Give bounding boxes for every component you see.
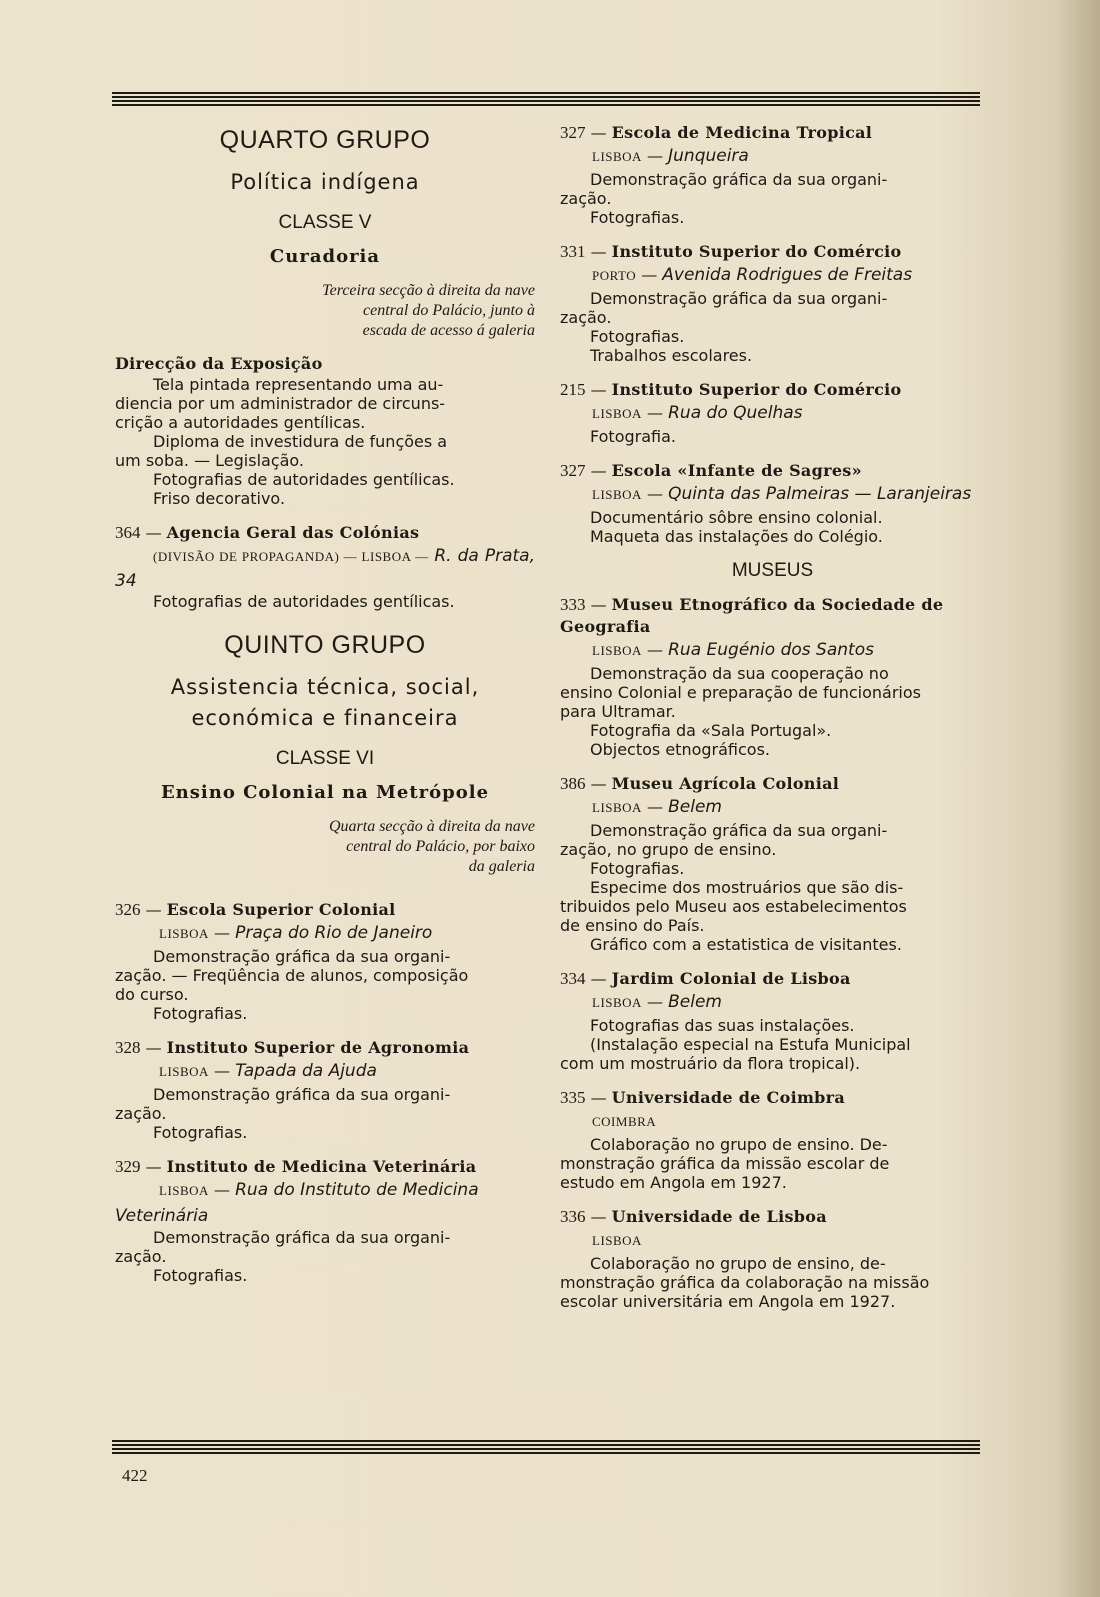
entry-386: [560, 773, 985, 954]
entry-city: LISBOA: [592, 643, 642, 658]
entry-heading: 329 — Instituto de Medicina Veterinária: [115, 1157, 477, 1176]
entry-city: COIMBRA: [592, 1114, 657, 1129]
entry-line: um soba. — Legislação.: [115, 451, 305, 470]
entry-line: Fotografias de autoridades gentílicas.: [153, 592, 455, 611]
entry-215: [560, 379, 985, 446]
entry-city: LISBOA: [159, 1064, 209, 1079]
entry-body: [560, 821, 985, 954]
entry-address: LISBOA — Rua Eugénio dos Santos: [592, 640, 874, 660]
entry-city: PORTO: [592, 268, 637, 283]
group-title-assistencia-1: Assistencia técnica, social,: [170, 675, 480, 699]
entry-328: [115, 1037, 535, 1142]
location-line: da galeria: [468, 858, 535, 875]
right-column: [560, 122, 985, 1325]
class-heading-v: CLASSE V: [278, 212, 372, 233]
entry-place: R. da Prata, 34: [115, 546, 535, 591]
entry-line: zação.: [560, 308, 612, 327]
entry-place: Avenida Rodrigues de Freitas: [662, 265, 913, 285]
entry-line: zação, no grupo de ensino.: [560, 840, 777, 859]
entry-heading: 327 — Escola de Medicina Tropical: [560, 123, 873, 142]
section-curadoria: Curadoria: [269, 246, 381, 267]
entry-line: crição a autoridades gentílicas.: [115, 413, 366, 432]
entry-329: [115, 1156, 535, 1285]
entry-city: LISBOA: [592, 800, 642, 815]
entry-number: 364: [115, 523, 141, 542]
entry-line: Fotografias das suas instalações.: [590, 1016, 855, 1035]
entry-line: Demonstração gráfica da sua organi-: [153, 947, 451, 966]
entry-line: Demonstração gráfica da sua organi-: [153, 1228, 451, 1247]
entry-line: Fotografia da «Sala Portugal».: [590, 721, 832, 740]
entry-line: escolar universitária em Angola em 1927.: [560, 1292, 896, 1311]
entry-place: Tapada da Ajuda: [235, 1061, 377, 1081]
entry-body: [115, 1228, 535, 1285]
entry-body: [115, 1085, 535, 1142]
entry-line: Fotografias.: [590, 859, 685, 878]
entry-name: Universidade de Coimbra: [611, 1088, 846, 1107]
entry-line: Documentário sôbre ensino colonial.: [590, 508, 883, 527]
group-heading-quinto: QUINTO GRUPO: [224, 631, 426, 659]
entry-number: 328: [115, 1038, 141, 1057]
entry-place: Praça do Rio de Janeiro: [235, 923, 433, 943]
entry-364: [115, 522, 535, 611]
top-rule: [112, 92, 980, 106]
entry-line: Demonstração gráfica da sua organi-: [590, 821, 888, 840]
entry-line: (Instalação especial na Estufa Municipal: [590, 1035, 911, 1054]
entry-326: [115, 899, 535, 1023]
entry-line: Diploma de investidura de funções a: [153, 432, 448, 451]
entry-heading: 326 — Escola Superior Colonial: [115, 900, 396, 919]
entry-334: [560, 968, 985, 1073]
entry-heading: 328 — Instituto Superior de Agronomia: [115, 1038, 470, 1057]
bottom-rule: [112, 1440, 980, 1454]
entry-line: Fotografia.: [590, 427, 676, 446]
entry-line: Fotografias.: [153, 1266, 248, 1285]
class-heading-vi: CLASSE VI: [275, 748, 375, 769]
entry-line: ensino Colonial e preparação de funcionários: [560, 683, 921, 702]
entry-body: [560, 427, 985, 446]
entry-heading: 336 — Universidade de Lisboa: [560, 1207, 827, 1226]
entry-336: [560, 1206, 985, 1311]
entry-address: LISBOA — Belem: [592, 992, 722, 1012]
entry-heading: [115, 353, 535, 375]
entry-name: Instituto Superior do Comércio: [611, 380, 902, 399]
entry-city: (DIVISÃO DE PROPAGANDA) — LISBOA —: [153, 549, 429, 564]
entry-number: 215: [560, 380, 586, 399]
entry-address: LISBOA — Tapada da Ajuda: [159, 1061, 377, 1081]
location-line: escada de acesso á galeria: [362, 322, 535, 339]
entry-line: Colaboração no grupo de ensino, de-: [590, 1254, 886, 1273]
entry-line: do curso.: [115, 985, 189, 1004]
entry-331: [560, 241, 985, 365]
entry-line: Colaboração no grupo de ensino. De-: [590, 1135, 888, 1154]
entry-body: [560, 289, 985, 365]
entry-name: Direcção da Exposição: [115, 354, 323, 373]
entry-line: Gráfico com a estatistica de visitantes.: [590, 935, 902, 954]
entry-number: 326: [115, 900, 141, 919]
entry-body: [560, 664, 985, 759]
location-line: central do Palácio, junto à: [363, 302, 535, 319]
entry-address: LISBOA — Quinta das Palmeiras — Laranjeiras: [592, 484, 972, 504]
entry-line: Demonstração gráfica da sua organi-: [590, 289, 888, 308]
entry-name: Museu Agrícola Colonial: [611, 774, 840, 793]
entry-line: de ensino do País.: [560, 916, 705, 935]
entry-line: zação.: [115, 1247, 167, 1266]
entry-place: Belem: [668, 992, 722, 1012]
entry-name: Instituto Superior do Comércio: [611, 242, 902, 261]
entry-heading: 327 — Escola «Infante de Sagres»: [560, 461, 862, 480]
entry-name: Escola «Infante de Sagres»: [611, 461, 862, 480]
entry-number: 329: [115, 1157, 141, 1176]
entry-335: [560, 1087, 985, 1192]
entry-body: [560, 1254, 985, 1311]
location-note-1: [255, 281, 535, 341]
entry-name: Escola de Medicina Tropical: [611, 123, 873, 142]
entry-place: Quinta das Palmeiras — Laranjeiras: [668, 484, 972, 504]
entry-body: [115, 375, 535, 508]
entry-body: [560, 170, 985, 227]
entry-line: Objectos etnográficos.: [590, 740, 770, 759]
entry-heading: 331 — Instituto Superior do Comércio: [560, 242, 902, 261]
entry-place: Rua do Quelhas: [668, 403, 803, 423]
entry-line: monstração gráfica da colaboração na missão: [560, 1273, 930, 1292]
entry-number: 333: [560, 595, 586, 614]
entry-line: Demonstração gráfica da sua organi-: [153, 1085, 451, 1104]
group-heading-quarto: QUARTO GRUPO: [219, 126, 431, 154]
entry-name: Instituto Superior de Agronomia: [166, 1038, 470, 1057]
entry-address: LISBOA — Praça do Rio de Janeiro: [159, 923, 433, 943]
entry-line: Especime dos mostruários que são dis-: [590, 878, 904, 897]
section-museus: MUSEUS: [731, 560, 814, 581]
entry-name: Agencia Geral das Colónias: [166, 523, 420, 542]
entry-line: Maqueta das instalações do Colégio.: [590, 527, 883, 546]
section-ensino: Ensino Colonial na Metrópole: [160, 782, 490, 803]
entry-place: Junqueira: [668, 146, 749, 166]
entry-address: LISBOA — Belem: [592, 797, 722, 817]
location-note-2: [255, 817, 535, 877]
entry-heading: 333 — Museu Etnográfico da Sociedade de Geografia: [560, 595, 944, 636]
entry-line: Demonstração gráfica da sua organi-: [590, 170, 888, 189]
entry-line: tribuidos pelo Museu aos estabelecimentos: [560, 897, 907, 916]
entry-city: LISBOA: [159, 926, 209, 941]
entry-address: [115, 544, 535, 592]
entry-line: zação.: [560, 189, 612, 208]
entry-heading: 334 — Jardim Colonial de Lisboa: [560, 969, 851, 988]
entry-327: [560, 460, 985, 546]
entry-line: monstração gráfica da missão escolar de: [560, 1154, 890, 1173]
entry-number: 334: [560, 969, 586, 988]
entry-line: Trabalhos escolares.: [590, 346, 753, 365]
entry-line: Fotografias.: [590, 327, 685, 346]
entry-heading: 215 — Instituto Superior do Comércio: [560, 380, 902, 399]
location-line: Terceira secção à direita da nave: [322, 282, 535, 299]
page-number: 422: [122, 1466, 148, 1485]
entry-heading: 335 — Universidade de Coimbra: [560, 1088, 846, 1107]
entry-number: 335: [560, 1088, 586, 1107]
entry-city: LISBOA: [592, 406, 642, 421]
entry-place: Rua Eugénio dos Santos: [668, 640, 874, 660]
entry-line: Tela pintada representando uma au-: [153, 375, 444, 394]
entry-city: LISBOA: [592, 995, 642, 1010]
entry-address: [560, 1109, 985, 1135]
entry-address: LISBOA — Rua do Instituto de Medicina Veterinária: [115, 1180, 479, 1226]
entry-line: diencia por um administrador de circuns-: [115, 394, 446, 413]
left-column: [115, 122, 535, 1299]
entry-number: 336: [560, 1207, 586, 1226]
entry-line: zação. — Freqüência de alunos, composição: [115, 966, 469, 985]
entry-line: Demonstração da sua cooperação no: [590, 664, 889, 683]
entry-number: 331: [560, 242, 586, 261]
entry-body: [560, 508, 985, 546]
group-title-assistencia-2: económica e financeira: [191, 706, 459, 730]
entry-place: Belem: [668, 797, 722, 817]
entry-number: 386: [560, 774, 586, 793]
entry-line: Fotografias de autoridades gentílicas.: [153, 470, 455, 489]
entry-name: Escola Superior Colonial: [166, 900, 396, 919]
entry-body: [115, 947, 535, 1023]
entry-333: [560, 594, 985, 759]
entry-number: 327: [560, 123, 586, 142]
entry-name: Universidade de Lisboa: [611, 1207, 827, 1226]
entry-line: Fotografias.: [153, 1123, 248, 1142]
entry-body: [560, 1135, 985, 1192]
left-entries: [115, 899, 535, 1285]
entry-address: LISBOA — Junqueira: [592, 146, 749, 166]
entry-city: LISBOA: [592, 487, 642, 502]
entry-address: LISBOA — Rua do Quelhas: [592, 403, 803, 423]
entry-number: 327: [560, 461, 586, 480]
entry-heading: 364 — Agencia Geral das Colónias: [115, 523, 420, 542]
entry-name: Jardim Colonial de Lisboa: [611, 969, 851, 988]
entry-city: LISBOA: [592, 149, 642, 164]
entry-name: Instituto de Medicina Veterinária: [166, 1157, 477, 1176]
entry-line: Fotografias.: [153, 1004, 248, 1023]
entry-heading: 386 — Museu Agrícola Colonial: [560, 774, 840, 793]
entry-address: PORTO — Avenida Rodrigues de Freitas: [592, 265, 913, 285]
entry-line: zação.: [115, 1104, 167, 1123]
entry-line: Fotografias.: [590, 208, 685, 227]
entry-327: [560, 122, 985, 227]
entry-line: Friso decorativo.: [153, 489, 286, 508]
entry-name: Museu Etnográfico da Sociedade de Geografia: [560, 595, 944, 636]
location-line: central do Palácio, por baixo: [346, 838, 535, 855]
entry-line: estudo em Angola em 1927.: [560, 1173, 787, 1192]
entry-direccao: [115, 353, 535, 508]
right-entries-1: [560, 122, 985, 546]
entry-city: LISBOA: [159, 1183, 209, 1198]
location-line: Quarta secção à direita da nave: [328, 818, 535, 835]
group-title-politica: Política indígena: [230, 170, 420, 194]
entry-city: LISBOA: [592, 1233, 642, 1248]
entry-place: Rua do Instituto de Medicina Veterinária: [115, 1180, 479, 1226]
right-entries-2: [560, 594, 985, 1311]
entry-line: com um mostruário da flora tropical).: [560, 1054, 861, 1073]
entry-line: para Ultramar.: [560, 702, 676, 721]
entry-body: [560, 1016, 985, 1073]
entry-address: [560, 1228, 985, 1254]
